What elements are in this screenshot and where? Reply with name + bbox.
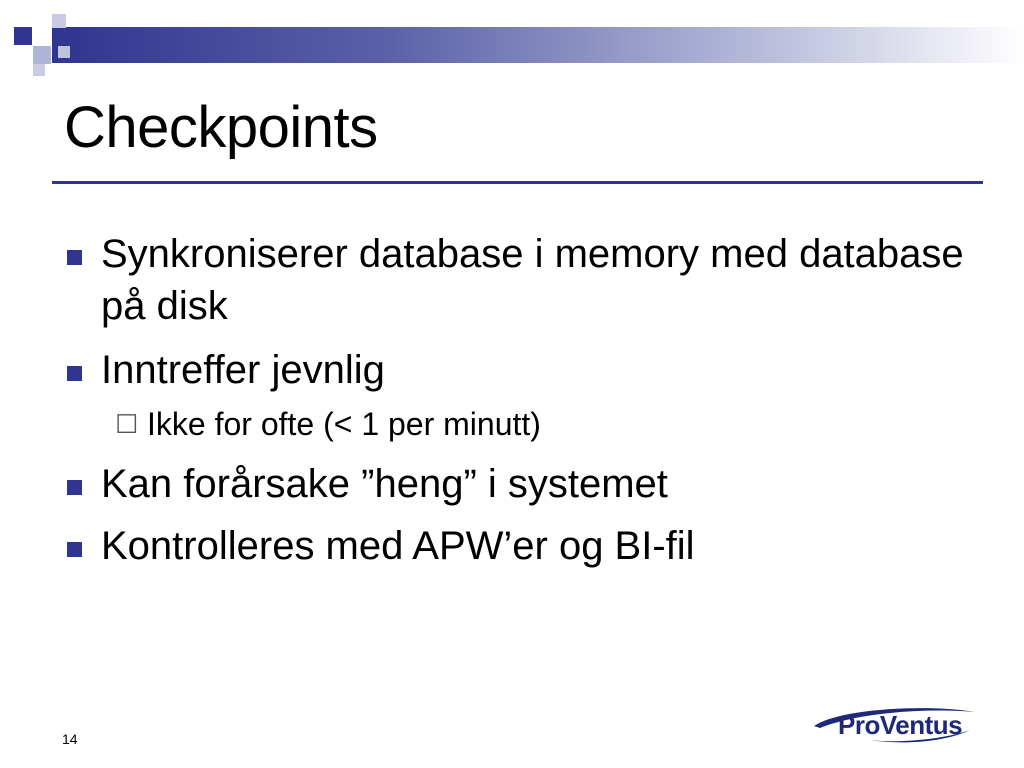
bullet-item <box>64 344 964 396</box>
decorative-square <box>33 46 51 64</box>
bullet-list <box>64 228 964 572</box>
square-bullet-icon <box>67 366 82 381</box>
sub-bullet-item <box>64 402 964 446</box>
bullet-item <box>64 458 964 510</box>
checkbox-bullet-icon: ☐ <box>115 410 139 440</box>
sub-bullet-text: Ikke for ofte (< 1 per minutt) <box>147 406 541 442</box>
title-underline <box>52 181 983 184</box>
decorative-square <box>58 46 70 58</box>
decorative-square <box>33 27 51 45</box>
square-bullet-icon <box>67 250 82 265</box>
decorative-square <box>33 64 45 76</box>
bullet-text: Kan forårsake ”heng” i systemet <box>101 462 668 506</box>
logo-text: ProVentus <box>838 710 963 740</box>
bullet-text: Kontrolleres med APW’er og BI-fil <box>101 524 695 568</box>
bullet-text: Inntreffer jevnlig <box>101 348 385 392</box>
page-number: 14 <box>62 731 78 747</box>
decorative-square <box>52 14 66 28</box>
bullet-item <box>64 520 964 572</box>
square-bullet-icon <box>67 542 82 557</box>
bullet-text: Synkroniserer database i memory med database på disk <box>101 232 964 328</box>
header-gradient-bar <box>52 27 1024 63</box>
decorative-square <box>14 27 32 45</box>
bullet-item <box>64 228 964 332</box>
slide-title: Checkpoints <box>64 95 378 160</box>
proventus-logo <box>810 704 980 744</box>
square-bullet-icon <box>67 480 82 495</box>
